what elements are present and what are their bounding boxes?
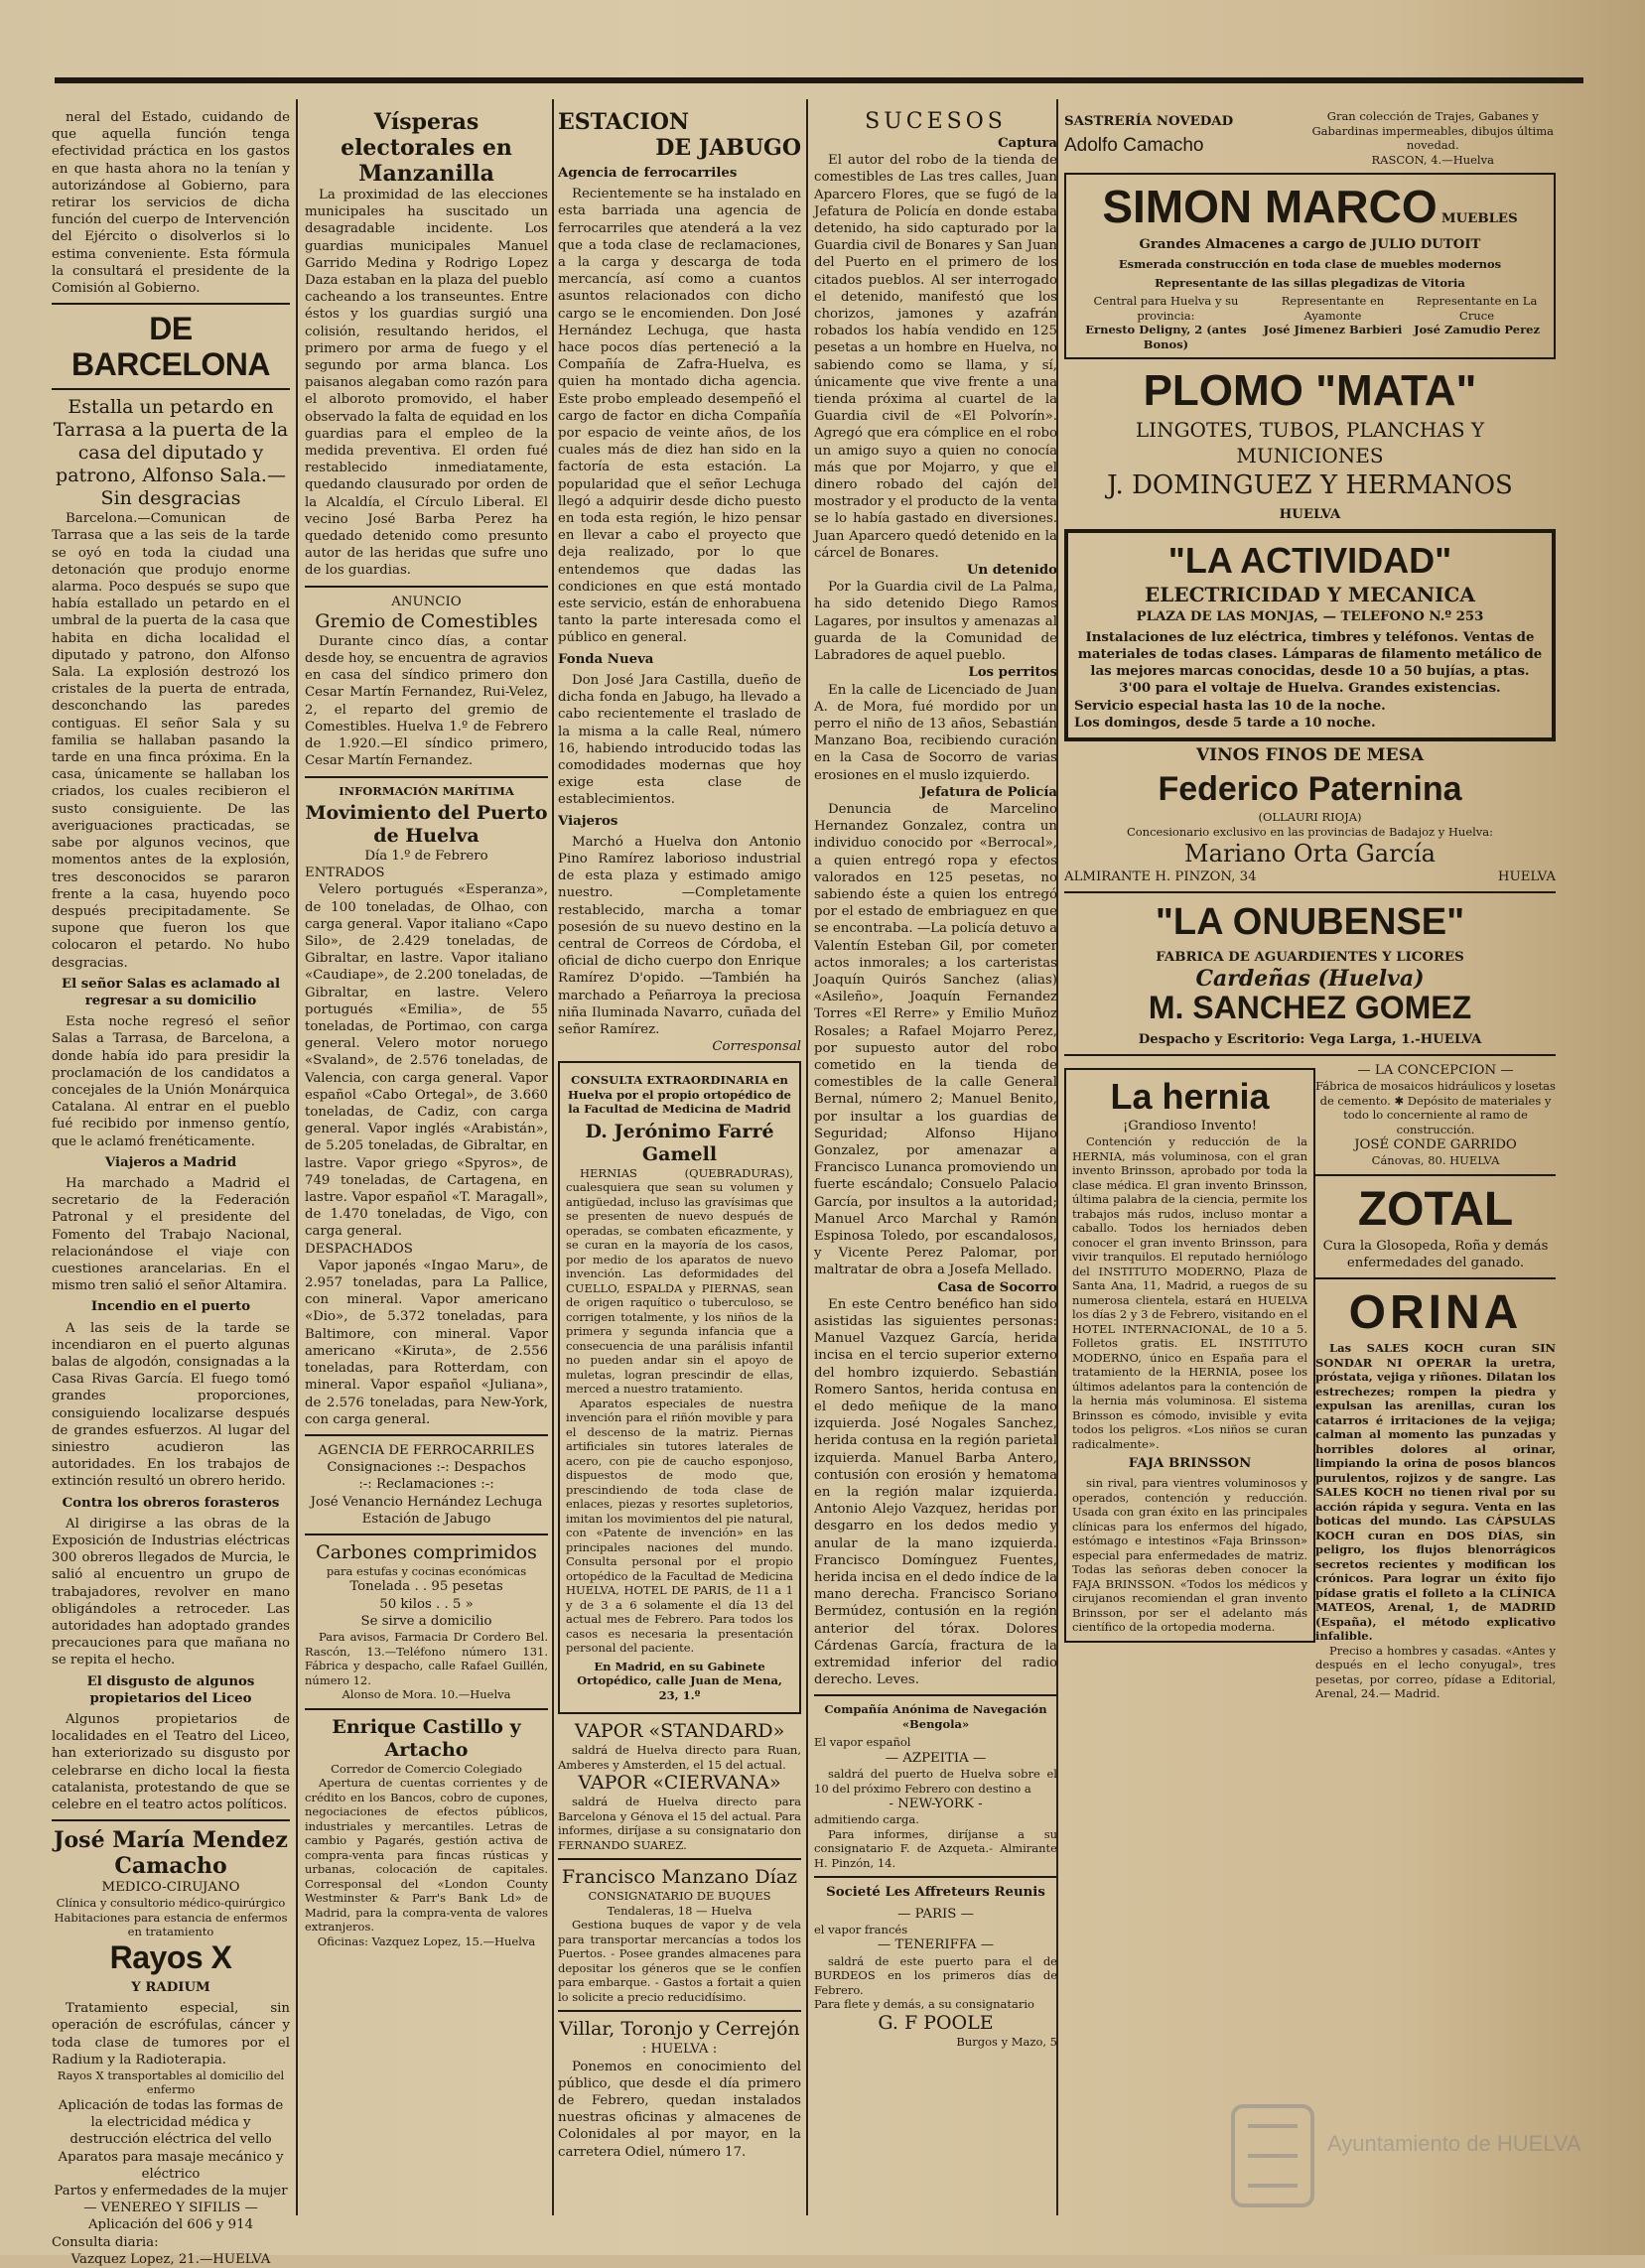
villar-city: : HUELVA : [641,2042,718,2058]
subheading: El disgusto de algunos propietarios del Liceo [86,1673,255,1706]
plomo-company: J. DOMINGUEZ Y HERMANOS [1107,470,1513,501]
divider [305,1708,548,1710]
ad-doctor-title: MEDICO-CIRUJANO [101,1880,240,1896]
rep-name: Ernesto Deligny, 2 (antes Bonos) [1085,323,1247,351]
divider [52,303,290,305]
divider [305,1534,548,1535]
headline: Estalla un petardo en Tarrasa a la puerta de la casa del diputado y patrono, Alfonso Sala.—Sin desgracias [53,396,289,510]
villar-name: Villar, Toronjo y Cerrejón [559,2018,800,2041]
ad-address: Vazquez Lopez, 21.—HUELVA [70,2251,271,2267]
ad-line: Consulta diaria: [52,2234,159,2250]
subheading: Incendio en el puerto [90,1299,251,1315]
manzano-body: Gestiona buques de vapor y de vela para transportar mercancías a todos los Puertos. - Posee grandes almacenes para depositar los géneros que se le confíen para embarque. - Gastos a fortait a quien lo solicite a precio reducidísimo. [558,1918,801,2004]
carbones-line: para estufas y cocinas económicas [326,1563,527,1578]
simon-reps [1072,294,1548,351]
ad-consulta-title: CONSULTA EXTRAORDINARIA en Huelva por el propio ortopédico de la Facultad de Medicina de Madrid [568,1073,791,1117]
divider [1315,1174,1556,1176]
article-body: Ha marchado a Madrid el secretario de la Federación Patronal y el presidente del Fomento del Trabajo Nacional, relacionándose el viaje con cuestiones arancelarias. En el mismo tren salió el señor Altamira. [52,1175,290,1294]
vapor-body: saldrá de Huelva directo para Barcelona y Génova el 15 del actual. Para informes, diríjase a su consignatario don FERNANDO SUAREZ. [558,1795,801,1852]
divider [1064,891,1556,893]
rep-label: Central para Huelva y su provincia: [1093,294,1239,323]
subheading: Jefatura de Policía [920,784,1057,800]
concepcion-name: JOSÉ CONDE GARRIDO [1354,1137,1517,1153]
agency-name: José Venancio Hernández Lechuga [310,1494,543,1510]
crest-icon [1228,2096,1585,2215]
port-entries-label: ENTRADOS [305,866,385,881]
ad-consulta-name: D. Jerónimo Farré Gamell [585,1120,774,1165]
onubense-owner: M. SANCHEZ GOMEZ [1148,989,1472,1025]
column-rule [552,99,554,2215]
column-1 [52,109,290,2267]
actividad-body: Instalaciones de luz eléctrica, timbres y teléfonos. Ventas de materiales de todas clases. Lámparas de filamento metálico de las mejores marcas conocidas, desde 10 a 50 bujías, a ptas. 3'00 para el voltaje de Huelva. Grandes existencias. [1077,629,1543,697]
paternina-footer [1064,868,1556,885]
column-rule [296,99,298,2215]
subheading: Agencia de ferrocarriles [558,166,738,181]
soc-line: el vapor francés [814,1922,908,1936]
column-4 [814,109,1057,2215]
vapor-body: saldrá de Huelva directo para Ruan, Amberes y Amsterden, el 15 del actual. [558,1743,801,1772]
divider [558,1858,801,1860]
rep-label: Representante en Ayamonte [1281,294,1385,323]
jabugo-title-1: ESTACION [558,109,689,135]
faja-title: FAJA BRINSSON [1128,1456,1252,1472]
divider [52,1819,290,1821]
port-entries: Velero portugués «Esperanza», de 100 toneladas, de Olhao, con carga general. Vapor italiano «Capo Silo», de 2.429 toneladas, de Gibraltar, en lastre. Vapor italiano «Caudiape», de 2.200 toneladas, de Gibraltar, en lastre. Velero portugués «Emilia», de 55 toneladas, de Portimao, con carga general. Velero motor noruego «Svaland», de 2.576 toneladas, de Valencia, con carga general. Vapor español «Cabo Ortegal», de 3.660 toneladas, de Cadiz, con carga general. Vapor inglés «Arabistán», de 5.205 toneladas, de Gibraltar, en lastre. Vapor griego «Spyros», de 749 toneladas, de Cartagena, en lastre. Vapor español «T. Maragall», de 1.470 toneladas, de Vigo, con carga general. [305,882,548,1240]
concepcion-address: Cánovas, 80. HUELVA [1371,1153,1500,1168]
article-body: Esta noche regresó el señor Salas a Tarrasa, de Barcelona, a donde había ido para presidir la proclamación de los candidatos a concejales de la Unión Monárquica Catalana. Al entrar en el pueblo fué recibido por inmenso gentío, que le aclamó frenéticamente. [52,1014,290,1149]
soc-line: — PARIS — [897,1906,974,1922]
ad-line: Rayos X transportables al domicilio del enfermo [57,2068,285,2097]
carbones-line: Tonelada . . 95 pesetas [349,1579,503,1595]
lower-ads [1064,1062,1556,1701]
article-body: Algunos propietarios de localidades en el Teatro del Liceo, han exteriorizado su disgusto por celebrarse en dicho local la fiesta catalanista, protestando de que se celebre en el teatro actos políticos. [52,1712,290,1813]
soc-name: G. F POOLE [878,2011,994,2034]
gremio-body: Durante cinco días, a contar desde hoy, se encuentra de agravios en casa del síndico primero don Cesar Martín Fernandez, Rui-Velez, 2, el reparto del gremio de Comestibles. Huelva 1.º de Febrero de 1.920.—El síndico primero, Cesar Martín Fernandez. [305,633,548,769]
villar-body: Ponemos en conocimiento del público, que desde el día primero de Febrero, quedan instalados nuestras oficinas y almacenes de Colonidales al por mayor, en la carretera Odiel, número 17. [558,2059,801,2160]
nav-line: El vapor español [814,1735,911,1750]
divider [52,388,290,390]
nav-line: - NEW-YORK - [889,1797,983,1812]
carbones-body: Para avisos, Farmacia Dr Cordero Bel. Rascón, 13.—Teléfono número 131. Fábrica y despacho, calle Rafael Guillén, número 12. [305,1630,548,1687]
castillo-address: Oficinas: Vazquez Lopez, 15.—Huelva [317,1934,536,1948]
plomo-line: LINGOTES, TUBOS, PLANCHAS Y MUNICIONES [1135,418,1485,468]
section-label: INFORMACIÓN MARÍTIMA [339,783,514,798]
article-body: En este Centro benéfico han sido asistidas las siguientes personas: Manuel Vazquez García, herida incisa en el tercio superior externo del hombro izquierdo. Sebastián Romero Santos, herida contusa en el dedo meñique de la mano izquierda. José Nogales Sanchez, herida contusa en la región parietal izquierda. Manuel Barba Antero, contusión con erosión y hematoma en la región malar izquierda. Antonio Alejo Vazquez, heridas por desgarro en los dedos medio y anular de la mano izquierda. Francisco Domínguez Fuentes, herida incisa en el dedo índice de la mano derecha. Francisco Soriano Bermúdez, contusión en la región anterior del tórax. Dolores Cárdenas García, fractura de la extremidad inferior del radio derecho. Leves. [814,1296,1057,1688]
article-body: Marchó a Huelva don Antonio Pino Ramírez laborioso industrial de esta plaza y estimado amigo nuestro. —Completamente restablecido, marcha a tomar posesión de su nuevo destino en la central de Correos de Córdoba, el oficial de dicho cuerpo don Enrique Ramírez D'opido. —También ha marchado a Peñarroya la preciosa niña Iluminada Navarro, cuñada del señor Ramírez. [558,834,801,1037]
simon-title: SIMON MARCO [1102,181,1438,232]
carbones-line: 50 kilos . . 5 » [379,1596,474,1612]
actividad-ad [1064,529,1556,741]
castillo-name: Enrique Castillo y Artacho [332,1715,521,1761]
orina-title: ORINA [1348,1286,1523,1340]
ad-line: Aplicación de todas las formas de la electricidad médica y destrucción eléctrica del vello [58,2097,284,2148]
vinos-label: VINOS FINOS DE MESA [1195,745,1425,766]
agency-title: AGENCIA DE FERROCARRILES [318,1442,535,1458]
castillo-title: Corredor de Comercio Colegiado [331,1761,522,1776]
subheading: Casa de Socorro [937,1279,1057,1295]
actividad-title: "LA ACTIVIDAD" [1167,540,1452,582]
ad-line: Aparatos para masaje mecánico y eléctrico [58,2149,284,2182]
article-title: Vísperas electorales en Manzanilla [341,109,512,187]
manzano-name: Francisco Manzano Díaz [561,1866,798,1889]
ad-line: Partos y enfermedades de la mujer [54,2184,288,2199]
concepcion-body: Fábrica de mosaicos hidráulicos y losetas de cemento. ✱ Depósito de materiales y todo lo concerniente al ramo de construcción. [1315,1079,1556,1136]
simon-ad [1064,173,1556,359]
nav-line: saldrá del puerto de Huelva sobre el 10 del próximo Febrero con destino a [814,1767,1057,1796]
port-title: Movimiento del Puerto de Huelva [305,802,548,847]
article-body: Al dirigirse a las obras de la Exposición de Industrias eléctricas 300 obreros llegados de Murcia, le salió al encuentro un grupo de trabajadores, revolver en mano obligándoles a retroceder. Las autoridades han adoptado grandes precauciones para que mañana no se repita el hecho. [52,1516,290,1668]
onubense-place: Cardeñas (Huelva) [1195,965,1425,992]
carbones-title: Carbones comprimidos [316,1540,537,1563]
divider [1315,1277,1556,1279]
divider [814,1694,1057,1696]
carbones-line: Se sirve a domicilio [360,1613,492,1629]
ad-consulta-body: Aparatos especiales de nuestra invención para el riñón movible y para el descenso de la matriz. Piernas artificiales sin tutores laterales de acero, con pie de caucho esponjoso, dispuestos de modo que, prescindiendo de toda clase de enlaces, piezas y resortes supletorios, imitan los movimientos del pie natural, con «Patente de invención» en las principales naciones del mundo. Consulta personal por el propio ortopédico de la Facultad de Medicina HUELVA, HOTEL DE PARIS, de 11 a 1 y de 3 a 6 solamente el día 13 del actual mes de Febrero. Para todos los casos es necesaria la presentación personal del paciente. [566,1396,793,1656]
zotal-body: Cura la Glosopeda, Roña y demás enfermedades del ganado. [1322,1238,1549,1271]
subheading: Captura [998,136,1057,151]
ad-consulta-madrid: En Madrid, en su Gabinete Ortopédico, calle Juan de Mena, 23, 1.º [577,1659,782,1702]
subheading: Viajeros [558,813,618,829]
top-rule [55,77,1583,83]
ad-line: Clínica y consultorio médico-quirúrgico [56,1896,286,1911]
divider [305,586,548,588]
gremio-title: Gremio de Comestibles [315,609,538,632]
watermark-text: Ayuntamiento de HUELVA [1327,2131,1581,2156]
sastreria-ad [1064,109,1556,167]
article-body: A las seis de la tarde se incendiaron en el puerto algunas balas de algodón, consignadas a la Casa Rivas García. El fuego tomó grandes proporciones, consiguiendo localizarse después de grandes esfuerzos. Al lugar del siniestro acudieron las autoridades. En los trabajos de extinción resultó un obrero herido. [52,1320,290,1490]
column-3 [558,109,801,2215]
article-body: Denuncia de Marcelino Hernandez Gonzalez, contra un individuo conocido por «Berrocal», a quien entregó ropa y efectos valorados en 125 pesetas, no sabiendo éste a quien los entregó por el estado de embriaguez en que se encontraba. —La policía detuvo a Valentín Esteban Gil, por cometer actos inmorales; a los carteristas Joaquín Quirós Sanchez (alias) «Asileño», Joaquín Fernandez Torres «El Rerre» y Emilio Muñoz Rosales; a Rafael Mojarro Perez, por supuesto autor del robo cometido en la tienda de comestibles de la calle General Bernal, número 2; Manuel Benito, por insultar a los guardias de Seguridad; Alfonso Hijano Gonzalez, por amenazar a Francisco Lunanca promoviendo un fuerte escándalo; Consuelo Palacio García, por insultos a la autoridad; Manuel Arco Marchal y Ramón Espinosa Toledo, por escandalosos, y Vicente Perez Palomar, por maltratar de obra a Josefa Mellado. [814,801,1058,1278]
actividad-line: ELECTRICIDAD Y MECANICA [1145,583,1475,607]
ad-consulta-body: HERNIAS (QUEBRADURAS), cualesquiera que sean su volumen y antigüedad, incluso las gravísimas que se presenten de nuevo después de operadas, se combaten eficazmente, y se curan en la mayoría de los casos, por medio de los aparatos de nuevo invención. Las deformidades del CUELLO, ESPALDA y PIERNAS, sean de origen raquítico o tuberculoso, se corrigen totalmente, y los niños de la primera y segunda infancia que a consecuencia de una parálisis infantil no pueden andar sin el apoyo de muletas, logran prescindir de ellas, merced a nuestro tratamiento. [566,1165,793,1397]
sucesos-title: SUCESOS [865,109,1007,134]
nav-line: — AZPEITIA — [885,1750,987,1766]
hernia-ad [1064,1068,1315,1643]
paternina-title: Federico Paternina [1158,770,1462,809]
paternina-agent: Mariano Orta García [1184,840,1436,868]
hernia-subtitle: ¡Grandioso Invento! [1122,1119,1258,1134]
rep-label: Representante en La Cruce [1416,294,1538,323]
zotal-title: ZOTAL [1357,1182,1514,1236]
nav-title: Compañía Anónima de Navegación «Bengola» [824,1702,1047,1731]
orina-body: Las SALES KOCH curan SIN SONDAR NI OPERAR la uretra, próstata, vejiga y riñones. Dilatan los estrechezes; rompen la piedra y expulsan las arenillas, curan los catarros é irritaciones de la vejiga; calman al momento las punzadas y horribles dolores al orinar, limpiando la orina de posos blancos purulentos, rojizos y de sangre. Las SALES KOCH no tienen rival por su acción rápida y segura. Venta en las boticas del mundo. Las CÁPSULAS KOCH curan en DOS DÍAS, sin peligro, los flujos blenorrágicos secretos recientes y modifican los crónicos. Para lograr un éxito fijo pídase gratis el folleto a la CLÍNICA MATEOS, Arenal, 1, de MADRID (España), el método explicativo infalible. [1315,1341,1556,1644]
paternina-line: Concesionario exclusivo en las provincias de Badajoz y Huelva: [1126,824,1494,839]
faja-body: sin rival, para vientres voluminosos y operados, contención y reducción. Usada con gran éxito en las principales clínicas para los enfermos del hígado, estómago e intestinos «Faja Brinsson» especial para enfermedades de matriz. Todas las señoras deben conocer la FAJA BRINSSON. «Todos los médicos y cirujanos recomiendan el gran invento Brinsson, por ser el adelanto más científico de la ortopedia moderna. [1072,1476,1308,1635]
subheading: Los perritos [968,665,1057,681]
divider [558,2010,801,2012]
rep-name: José Zamudio Perez [1414,323,1540,337]
ad-body: Tratamiento especial, sin operación de escrófulas, cáncer y toda clase de tumores por el Radium y la Radioterapia. [52,2001,290,2068]
port-dispatched: Vapor japonés «Ingao Maru», de 2.957 toneladas, para La Pallice, con mineral. Vapor americano «Dio», de 5.372 toneladas, para Baltimore, con mineral. Vapor americano «Kiruta», de 2.556 toneladas, para Rotterdam, con mineral. Vapor español «Juliana», de 2.576 toneladas, para New-York, con carga general. [305,1258,548,1427]
archive-watermark [1228,2096,1585,2215]
agency-line: :-: Reclamaciones :-: [358,1477,494,1493]
paternina-address: ALMIRANTE H. PINZON, 34 [1064,869,1257,885]
right-ads [1315,1062,1556,1701]
agency-line: Consignaciones :-: Despachos [327,1460,526,1476]
sastreria-label: SASTRERÍA NOVEDAD [1064,114,1234,129]
hernia-body: Contención y reducción de la HERNIA, más voluminosa, con el gran invento Brinsson, aprobado por toda la clase médica. El gran invento Brinsson, última palabra de la ciencia, permite los trabajos más rudos, incluso montar a caballo. Todos los herniados deben conocer el gran invento Brinsson, para vivir tranquilos. El reputado herniólogo del INSTITUTO MODERNO, Plaza de Santa Ana, 11, Madrid, a ruegos de su numerosa clientela, estará en HUELVA los días 2 y 3 de Febrero, visitando en el HOTEL INTERNACIONAL, de 10 a 5. Folletos gratis. EL INSTITUTO MODERNO, único en España para el tratamiento de la HERNIA, posee los últimos adelantos para la contención de la hernia más voluminosa. El sistema Brinsson es cómodo, invisible y evita todos los peligros. «Los niños se curan radicalmente». [1072,1134,1308,1451]
jabugo-title-2: DE JABUGO [655,135,801,161]
ad-consulta [558,1061,801,1714]
anuncio-label: ANUNCIO [391,594,462,609]
soc-line: saldrá de este puerto para el de BURDEOS en los primeros días de Febrero. [814,1953,1057,1997]
ad-doctor-name: José María Mendez Camacho [54,1827,288,1880]
manzano-address: Tendaleras, 18 — Huelva [607,1903,753,1918]
port-date: Día 1.º de Febrero [364,849,488,864]
subheading: Viajeros a Madrid [104,1154,237,1170]
sastre-name: Adolfo Camacho [1064,135,1204,157]
carbones-address: Alonso de Mora. 10.—Huelva [342,1687,511,1702]
actividad-line: Servicio especial hasta las 10 de la noche. [1074,698,1386,714]
article-body: Por la Guardia civil de La Palma, ha sido detenido Diego Ramos Lagares, por insultos y amenazas al guarda de la Comunidad de Labradores de aquel pueblo. [814,580,1057,664]
signature: Corresponsal [712,1039,801,1055]
article-body: El autor del robo de la tienda de comestibles de Las tres calles, Juan Aparcero Flores, que se fugó de la Jefatura de Policía en donde estaba detenido, ha sido capturado por la Guardia civil de Bonares y San Juan del Puerto en el primero de los citados pueblos. Al ser interrogado el detenido, manifestó que los chorizos, jamones y azafrán robados los había vendido en 125 pesetas a un hombre en Huelva, no sabiendo como se llama, y sí, únicamente que vive frente a una tienda próxima al cuartel de la Guardia civil de «El Polvorín». Agregó que era cómplice en el robo un amigo suyo a quien no conocía más que por Mojarro, y que el dinero robado del cajón del mostrador y el producto de la venta se lo había gastado en diversiones. Juan Aparcero quedó detenido en la cárcel de Bonares. [814,153,1057,561]
divider [814,1876,1057,1878]
agency-place: Estación de Jabugo [361,1511,491,1527]
simon-line: Representante de las sillas plegadizas de Vitoria [1155,275,1465,290]
subheading: Fonda Nueva [558,651,654,667]
concepcion-title: — LA CONCEPCION — [1357,1063,1514,1079]
port-dispatched-label: DESPACHADOS [305,1241,413,1257]
ad-line: Aplicación del 606 y 914 [87,2217,254,2233]
article-body: La proximidad de las elecciones municipales ha suscitado un desagradable incidente. Los guardias municipales Manuel Garrido Medina y Rodrigo Lopez Daza estaban en la plaza del pueblo cacheando a los transeuntes. Entre éstos y los guardias surgió una colisión, resultando heridos, el primero por arma de fuego y el segundo por arma blanca. Los paisanos alegaban como razón para el alboroto promovido, el haber observado la falta de equidad en los guardias para el empleo de la medida preventiva. El orden fué restablecido inmediatamente, quedando clausurado por orden de la Alcaldía, el Círculo Liberal. El vecino José Barba Perez ha quedado detenido como presunto autor de las heridas que sufre uno de los guardias. [305,188,548,579]
subheading: Contra los obreros forasteros [62,1495,280,1511]
divider [1064,1054,1556,1056]
simon-line: Esmerada construcción en toda clase de muebles modernos [1118,257,1502,272]
actividad-line: Los domingos, desde 5 tarde a 10 noche. [1074,715,1376,731]
divider [305,776,548,778]
article-body: Barcelona.—Comunican de Tarrasa que a las seis de la tarde se oyó en toda la ciudad una detonación que produjo enorme alarma. Poco después se supo que había estallado un petardo en el umbral de la puerta de la casa que habita en dicha localidad el diputado y patrono, don Alfonso Sala. La explosión destrozó los cristales de la puerta de entrada, desconchando las paredes contiguas. El señor Sala y su familia se hallaban pasando la tarde en una finca próxima. En la casa, únicamente se hallaban los criados, los cuales recibieron el susto consiguiente. De las averiguaciones practicadas, se sabe por algunos vecinos, que momentos antes de la explosión, tres desconocidos se pararon frente a la casa, huyendo poco después precipitadamente. Se supone que fueron los que colocaron el petardo. No hubo desgracias. [52,511,290,971]
sastre-body: Gran colección de Trajes, Gabanes y Gabardinas impermeables, dibujos última novedad. [1311,109,1554,152]
soc-address: Burgos y Mazo, 5 [956,2034,1057,2049]
divider [305,1434,548,1436]
orina-footer: Preciso a hombres y casadas. «Antes y después en el lecho conyugal», tres pesetas, por correo, pídase a Editorial, Arenal, 24.— Madrid. [1315,1643,1556,1701]
simon-muebles: MUEBLES [1440,211,1518,226]
subheading: Un detenido [966,563,1057,579]
paternina-line: (OLLAURI RIOJA) [1258,810,1362,825]
article-body: En la calle de Licenciado de Juan A. de Mora, fué mordido por un perro el niño de 13 años, Sebastián Manzano Boa, recibiendo curación en la Casa de Socorro de varias erosiones en el muslo izquierdo. [814,682,1057,783]
paternina-city: HUELVA [1497,869,1556,885]
plomo-city: HUELVA [1279,507,1341,523]
column-2 [305,109,548,2215]
plomo-title: PLOMO "MATA" [1143,366,1477,416]
onubense-title: "LA ONUBENSE" [1155,901,1465,944]
soc-title: Societé Les Affreteurs Reunis [826,1885,1045,1901]
castillo-body: Apertura de cuentas corrientes y de crédito en los Bancos, cobro de cupones, negociaciones de efectos públicos, industriales y mercantiles. Letras de cambio y Pagarés, gestión activa de compra-venta para fincas rústicas y urbanas, colocación de capitales. Corresponsal del «London County Westminster & Parr's Bank Ld» de Madrid, para la compra-venta de valores extranjeros. [305,1776,548,1934]
vapor-title: VAPOR «STANDARD» [574,1720,785,1743]
section-title: DE BARCELONA [71,311,270,383]
soc-line: Para flete y demás, a su consignatario [814,1997,1034,2011]
onubense-address: Despacho y Escritorio: Vega Larga, 1.-HUELVA [1138,1031,1482,1047]
actividad-line: PLAZA DE LAS MONJAS, — TELEFONO N.º 253 [1136,608,1484,624]
nav-line: admitiendo carga. [814,1812,919,1827]
ad-line: Habitaciones para estancia de enfermos en tratamiento [54,1910,288,1939]
ad-rayos: Rayos X [109,1938,232,1975]
subheading: El señor Salas es aclamado al regresar a su domicilio [61,976,281,1008]
rep-name: José Jimenez Barbieri [1263,323,1403,337]
ads-column [1064,109,1556,2215]
intro-text: neral del Estado, cuidando de que aquella función tenga efectividad práctica en los gastos en que hasta ahora no la tenían y autorizándose al Gobierno, para retirar los servicios de dicha función del cuerpo de Intervención del Ejército o disolverlos si lo estima conveniente. Esta fórmula la consultará el presidente de la Comisión al Gobierno. [52,110,290,297]
vapor-title: VAPOR «CIERVANA» [578,1772,781,1795]
ad-line: — VENEREO Y SIFILIS — [83,2201,258,2216]
nav-line: Para informes, diríjanse a su consignatario F. de Azqueta.- Almirante H. Pinzón, 14. [814,1826,1057,1870]
article-body: Don José Jara Castilla, dueño de dicha fonda en Jabugo, ha llevado a cabo recientemente el traslado de la misma a la calle Real, número 16, habiendo introducido todas las comodidades modernas que hoy exige esta clase de establecimientos. [558,672,801,808]
soc-line: — TENERIFFA — [877,1937,995,1953]
column-rule [806,99,808,2215]
hernia-title: La hernia [1110,1076,1270,1118]
manzano-title: CONSIGNATARIO DE BUQUES [588,1889,771,1904]
simon-line: Grandes Almacenes a cargo de JULIO DUTOIT [1139,237,1481,252]
article-body: Recientemente se ha instalado en esta barriada una agencia de ferrocarriles que atenderá a la vez que a toda clase de reclamaciones, a la carga y descarga de toda mercancía, así como a cuantos asuntos relacionados con dicho cargo se le encomienden. Don José Hernández Lechuga, que hasta hace pocos días perteneció a la Compañía de Zafra-Huelva, es quien ha montado dicha agencia. Este probo empleado desempeñó el cargo de factor en dicha Compañía por espacio de veinte años, de los cuales más de diez han sido en la factoría de esta estación. La popularidad que el señor Lechuga llegó a adquirir desde dicho puesto en toda esta región, le hizo pensar en llevar a cabo el proyecto que deja realizado, por lo que entendemos que dadas las condiciones en que está montado este servicio, están de enhorabuena tanto la parte interesada como el público en general. [558,187,801,646]
onubense-line: FABRICA DE AGUARDIENTES Y LICORES [1156,950,1464,966]
sastre-address: RASCON, 4.—Huelva [1371,152,1494,167]
ad-radium: Y RADIUM [131,1979,210,1995]
